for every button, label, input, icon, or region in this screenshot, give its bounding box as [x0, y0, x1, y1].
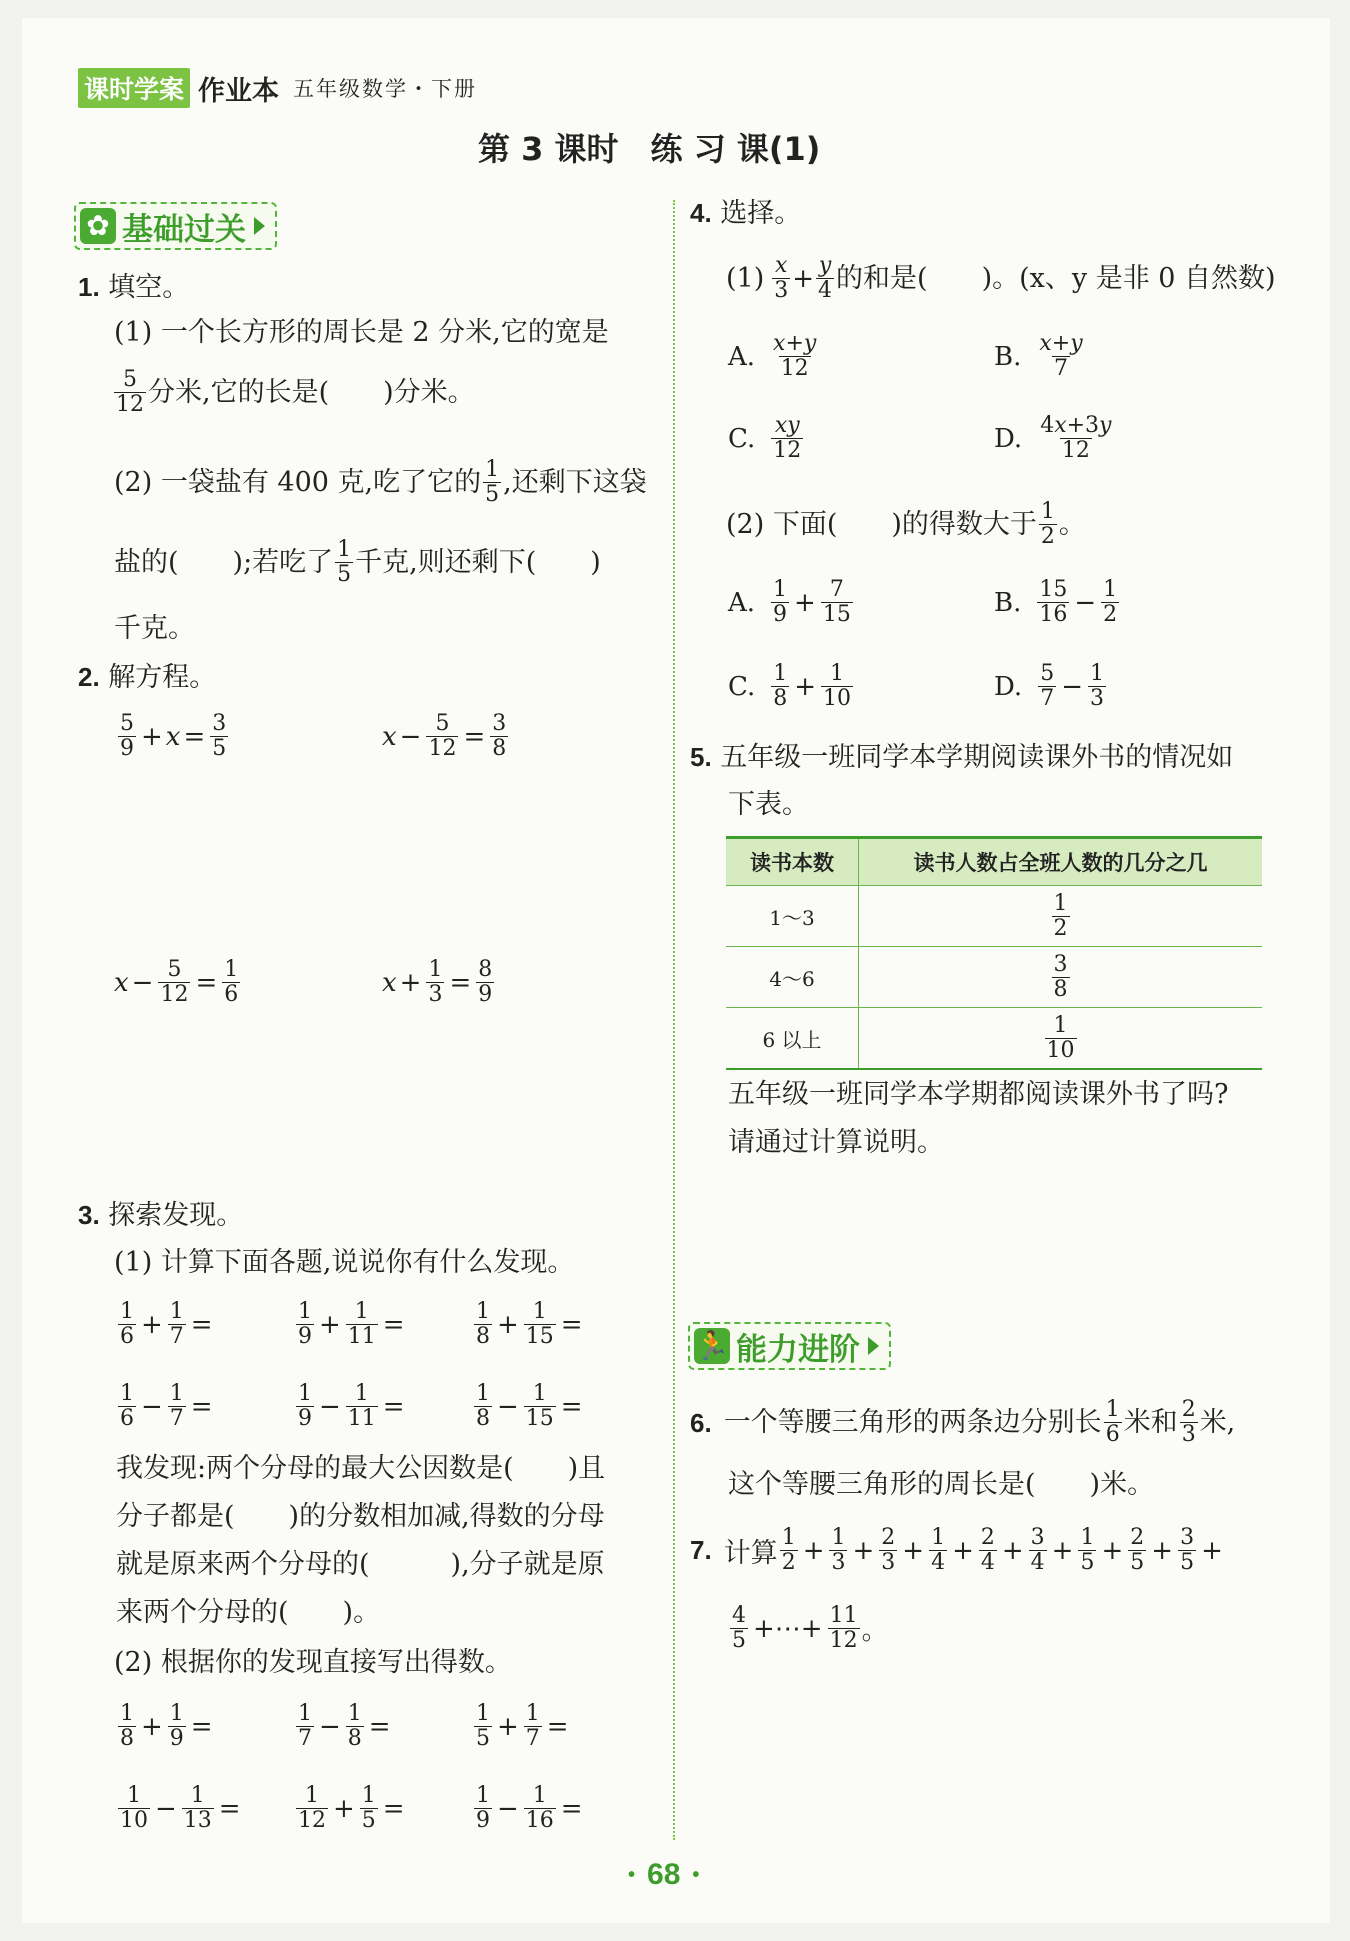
q1-p2-line2: [114, 538, 601, 587]
expression: $\frac{1}{8}$ + $\frac{1}{9}$ =: [120, 1701, 213, 1751]
q6-text-c: 米,: [1199, 1406, 1236, 1438]
q5-line1: [690, 740, 1233, 775]
section-label: 能力进阶: [736, 1331, 860, 1368]
q1-p2-line1: [114, 458, 647, 507]
q4-p1: (1) $\frac{x}{3}$ + $\frac{y}{4}$ 的和是( )。(x、y 是非 0 自然数): [726, 253, 1276, 303]
table-cell: $\frac{1}{10}$: [859, 1008, 1263, 1070]
q2-number: 2.: [78, 662, 100, 692]
option-a[interactable]: A. $\frac{1}{9}$ + $\frac{7}{15}$: [728, 577, 851, 627]
expression: $\frac{1}{9}$ + $\frac{1}{11}$ =: [298, 1299, 405, 1349]
q3-p1: (1) 计算下面各题,说说你有什么发现。: [114, 1247, 575, 1278]
q1-p2-text-c: 盐的( );若吃了: [114, 546, 334, 578]
equation: x − $\frac{5}{12}$ = $\frac{1}{6}$: [114, 957, 239, 1007]
expression: $\frac{1}{8}$ + $\frac{1}{15}$ =: [476, 1299, 583, 1349]
q3-header: [78, 1198, 243, 1233]
q5-after-2: 请通过计算说明。: [728, 1127, 944, 1158]
q7-line2: $\frac{4}{5}$ +⋯+ $\frac{11}{12}$ 。: [732, 1603, 888, 1653]
expression: $\frac{1}{9}$ − $\frac{1}{16}$ =: [476, 1783, 583, 1833]
expression: $\frac{1}{8}$ − $\frac{1}{15}$ =: [476, 1381, 583, 1431]
q4-p2: (2) 下面( )的得数大于 $\frac{1}{2}$ 。: [726, 499, 1086, 549]
fraction: $\frac{5}{12}$: [116, 367, 144, 417]
q1-text: 填空。: [108, 272, 190, 303]
table-cell: 6 以上: [726, 1008, 859, 1070]
q3-finding-1: 我发现:两个分母的最大公因数是( )且: [116, 1453, 606, 1484]
section-basics: [74, 202, 277, 250]
option-d[interactable]: D. $\frac{4x+3y}{12}$: [994, 413, 1112, 463]
table-row: [726, 1008, 1262, 1070]
q7-text: 计算: [723, 1538, 778, 1569]
q1-header: [78, 270, 189, 305]
q6-text-b: 米和: [1123, 1406, 1178, 1438]
table-header: 读书人数占全班人数的几分之几: [859, 838, 1263, 886]
header-badge: 课时学案: [78, 68, 190, 108]
q4-p1-label: (1): [726, 262, 765, 294]
option-d[interactable]: D. $\frac{5}{7}$ − $\frac{1}{3}$: [994, 661, 1104, 711]
q3-p2: (2) 根据你的发现直接写出得数。: [114, 1647, 512, 1678]
q1-p1-text: 分米,它的长是( )分米。: [148, 376, 475, 408]
equation: x + $\frac{1}{3}$ = $\frac{8}{9}$: [382, 957, 493, 1007]
option-c[interactable]: C. $\frac{1}{8}$ + $\frac{1}{10}$: [728, 661, 852, 711]
q1-p1-line2: [112, 368, 475, 417]
book-header: [78, 68, 477, 108]
expression: $\frac{1}{7}$ − $\frac{1}{8}$ =: [298, 1701, 391, 1751]
q4-number: 4.: [690, 198, 712, 228]
option-c[interactable]: C. $\frac{xy}{12}$: [728, 413, 802, 463]
table-cell: 1～3: [726, 886, 859, 947]
q4-header: [690, 196, 801, 231]
q3-finding-3: 就是原来两个分母的( ),分子就是原: [116, 1549, 605, 1580]
equation: $\frac{5}{9}$ + x = $\frac{3}{5}$: [120, 711, 227, 761]
q1-p2-text-d: 千克,则还剩下( ): [355, 546, 601, 578]
section-advanced: [688, 1322, 891, 1370]
q7-line1: 7. 计算 $\frac{1}{2}$ + $\frac{1}{3}$ + $\frac{2}{3}$ + $\frac{1}{4}$ + $\frac{2}{4}$ + $\frac{3}{4}$ + $\frac{1}{5}$ + $\frac{2}{5}$ + $\frac{3}{5}$ +: [690, 1525, 1223, 1575]
section-label: 基础过关: [122, 211, 246, 248]
arrow-icon: [254, 217, 265, 235]
option-b[interactable]: B. $\frac{15}{16}$ − $\frac{1}{2}$: [994, 577, 1118, 627]
expression: $\frac{1}{9}$ − $\frac{1}{11}$ =: [298, 1381, 405, 1431]
q4-text: 选择。: [720, 198, 802, 229]
equation: x − $\frac{5}{12}$ = $\frac{3}{8}$: [382, 711, 507, 761]
header-subtitle: 五年级数学・下册: [293, 77, 478, 101]
q5-text: 五年级一班同学本学期阅读课外书的情况如: [720, 742, 1234, 773]
expression: $\frac{1}{6}$ − $\frac{1}{7}$ =: [120, 1381, 213, 1431]
q2-header: [78, 660, 216, 695]
q4-p2-text-a: (2) 下面( )的得数大于: [726, 508, 1037, 540]
q3-text: 探索发现。: [108, 1200, 244, 1231]
fraction: $\frac{1}{5}$: [337, 537, 352, 587]
fraction: $\frac{1}{5}$: [485, 457, 500, 507]
table-row: [726, 947, 1262, 1008]
expression: $\frac{1}{12}$ + $\frac{1}{5}$ =: [298, 1783, 405, 1833]
q6-text-a: 一个等腰三角形的两条边分别长: [723, 1406, 1102, 1438]
q6-line1: 6. 一个等腰三角形的两条边分别长 $\frac{1}{6}$ 米和 $\frac{2}{3}$ 米,: [690, 1397, 1236, 1447]
q7-number: 7.: [690, 1535, 712, 1565]
q6-line2: 这个等腰三角形的周长是( )米。: [728, 1469, 1155, 1500]
q1-p2-text-b: ,还剩下这袋: [503, 466, 647, 498]
q4-p1-text: 的和是( )。(x、y 是非 0 自然数): [836, 262, 1276, 294]
table-cell: $\frac{1}{2}$: [859, 886, 1263, 947]
table-cell: $\frac{3}{8}$: [859, 947, 1263, 1008]
page-number-block: • 68 •: [628, 1858, 700, 1891]
q4-p2-text-b: 。: [1058, 508, 1086, 540]
page-title: 第 3 课时 练 习 课(1): [478, 130, 821, 168]
runner-icon: 🏃: [694, 1329, 730, 1362]
q5-line2: 下表。: [728, 789, 809, 820]
arrow-icon: [868, 1337, 879, 1355]
q1-p2-text-a: (2) 一袋盐有 400 克,吃了它的: [114, 466, 482, 498]
q1-p2-line3: 千克。: [114, 613, 195, 644]
table-row: [726, 886, 1262, 947]
q1-number: 1.: [78, 272, 100, 302]
q7-end: 。: [861, 1616, 888, 1646]
q1-p1-line1: (1) 一个长方形的周长是 2 分米,它的宽是: [114, 317, 609, 348]
reading-table: [726, 836, 1262, 1070]
expression: $\frac{1}{5}$ + $\frac{1}{7}$ =: [476, 1701, 569, 1751]
column-divider: [673, 200, 675, 1840]
q2-text: 解方程。: [108, 662, 217, 693]
header-book: 作业本: [198, 75, 280, 107]
q3-finding-2: 分子都是( )的分数相加减,得数的分母: [116, 1501, 605, 1532]
q3-number: 3.: [78, 1200, 100, 1230]
q6-number: 6.: [690, 1407, 712, 1438]
table-header: 读书本数: [726, 838, 859, 886]
q3-finding-4: 来两个分母的( )。: [116, 1597, 381, 1628]
expression: $\frac{1}{10}$ − $\frac{1}{13}$ =: [120, 1783, 241, 1833]
option-a[interactable]: A. $\frac{x+y}{12}$: [728, 331, 817, 381]
q5-number: 5.: [690, 742, 712, 772]
q5-after-1: 五年级一班同学本学期都阅读课外书了吗?: [728, 1079, 1229, 1110]
gear-icon: ✿: [80, 208, 116, 244]
option-b[interactable]: B. $\frac{x+y}{7}$: [994, 331, 1083, 381]
table-cell: 4～6: [726, 947, 859, 1008]
expression: $\frac{1}{6}$ + $\frac{1}{7}$ =: [120, 1299, 213, 1349]
page-number: 68: [647, 1858, 681, 1891]
